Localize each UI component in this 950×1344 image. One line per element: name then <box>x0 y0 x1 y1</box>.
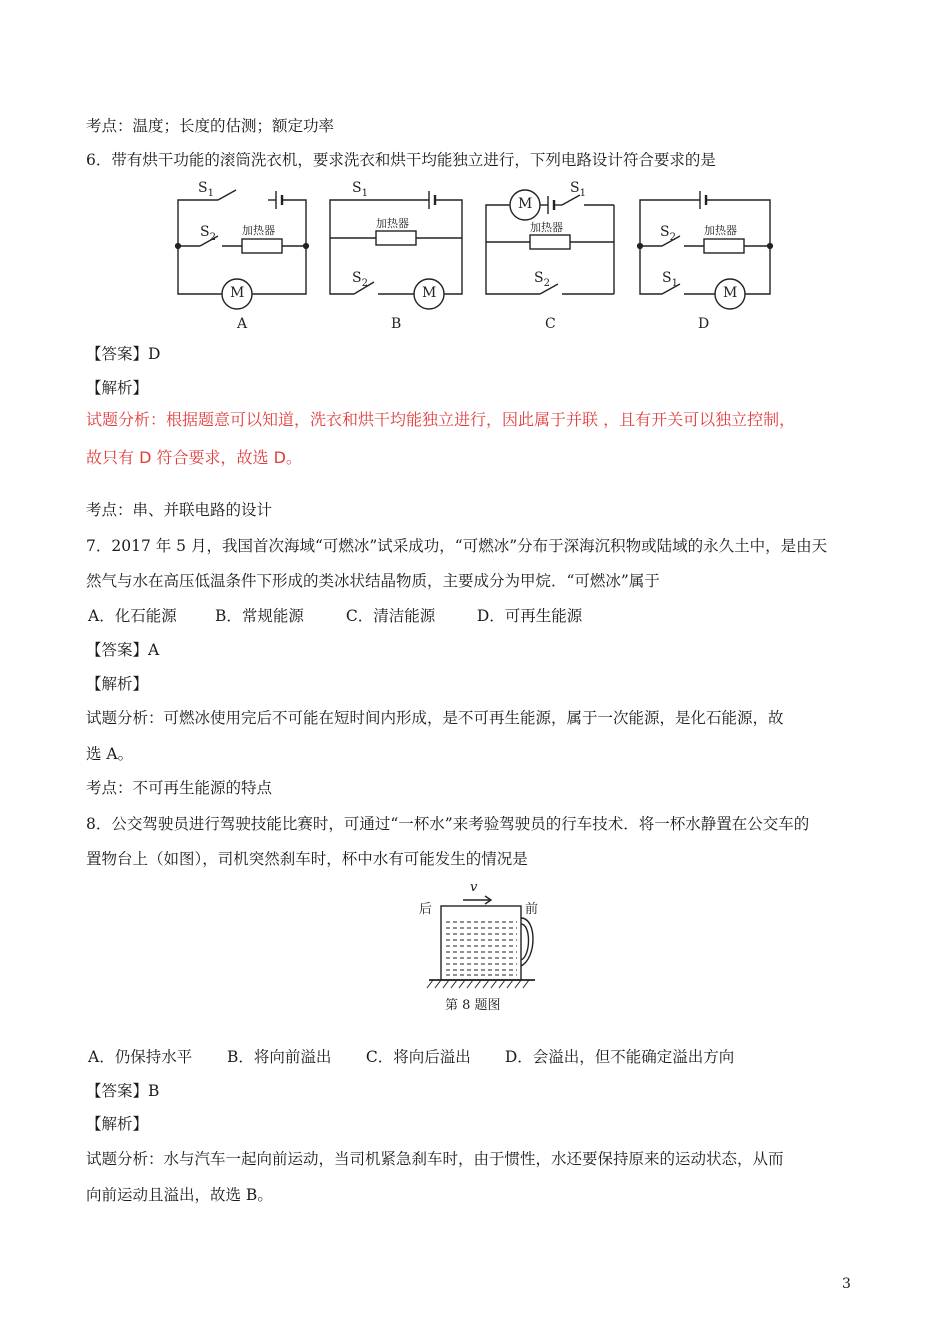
q8-option-d[interactable]: D．会溢出，但不能确定溢出方向 <box>504 1048 735 1066</box>
q7-answer: 【答案】A <box>86 641 160 659</box>
q8-option-a[interactable]: A．仍保持水平 <box>88 1048 193 1066</box>
q7-option-a[interactable]: A．化石能源 <box>88 607 177 625</box>
q7-stem-line2: 然气与水在高压低温条件下形成的类冰状结晶物质，主要成分为甲烷．“可燃冰”属于 <box>86 572 660 590</box>
page-number: 3 <box>842 1276 851 1292</box>
switch-label: $S_1$ <box>570 180 586 199</box>
q7-option-b[interactable]: B．常规能源 <box>214 607 304 625</box>
q8-jiexi-heading: 【解析】 <box>86 1115 149 1133</box>
motor-label: M <box>230 285 245 301</box>
q7-stem-line1: 7．2017 年 5 月，我国首次海域“可燃冰”试采成功，“可燃冰”分布于深海沉积物或陆域的永久土中，是由天 <box>86 537 828 555</box>
switch-label: $S_2$ <box>660 224 676 243</box>
q8-analysis-line1: 试题分析：水与汽车一起向前运动，当司机紧急刹车时，由于惯性，水还要保持原来的运动状态，从而 <box>86 1150 784 1168</box>
q6-jiexi-heading: 【解析】 <box>86 379 149 397</box>
heater-label: 加热器 <box>530 221 563 234</box>
heater-label: 加热器 <box>376 217 409 230</box>
circuit-label-a: A <box>237 316 248 332</box>
q7-option-d[interactable]: D．可再生能源 <box>476 607 583 625</box>
q7-option-c[interactable]: C．清洁能源 <box>345 607 436 625</box>
circuit-label-d: D <box>698 316 710 332</box>
q6-kaodian: 考点：串、并联电路的设计 <box>86 501 273 519</box>
q7-kaodian: 考点：不可再生能源的特点 <box>86 779 273 797</box>
q8-stem-line2: 置物台上（如图），司机突然刹车时，杯中水有可能发生的情况是 <box>86 850 528 868</box>
switch-label: $S_2$ <box>534 270 550 289</box>
q8-stem-line1: 8．公交驾驶员进行驾驶技能比赛时，可通过“一杯水”来考验驾驶员的行车技术．将一杯水静置在公交车的 <box>86 815 810 833</box>
q6-analysis-line1: 试题分析：根据题意可以知道，洗衣和烘干均能独立进行，因此属于并联 ，且有开关可以独立控制， <box>86 410 796 429</box>
q6-analysis-line2: 故只有 D 符合要求，故选 D。 <box>86 448 302 467</box>
q6-answer: 【答案】D <box>86 345 161 363</box>
fig-label-front: 前 <box>525 902 539 917</box>
heater-label: 加热器 <box>704 224 737 237</box>
switch-label: $S_2$ <box>200 224 216 243</box>
switch-label: $S_1$ <box>198 180 214 199</box>
q7-analysis-line1: 试题分析：可燃冰使用完后不可能在短时间内形成，是不可再生能源，属于一次能源，是化石能源，故 <box>86 709 784 727</box>
q8-analysis-line2: 向前运动且溢出，故选 B。 <box>86 1186 273 1204</box>
q8-answer: 【答案】B <box>86 1082 160 1100</box>
q7-analysis-line2: 选 A。 <box>86 745 134 763</box>
figure-caption: 第 8 题图 <box>445 998 501 1013</box>
q7-jiexi-heading: 【解析】 <box>86 675 149 693</box>
motor-label: M <box>518 196 533 212</box>
q5-kaodian: 考点：温度；长度的估测；额定功率 <box>86 117 335 135</box>
fig-label-back: 后 <box>419 902 433 917</box>
motor-label: M <box>422 285 437 301</box>
q6-circuit-labels <box>0 176 950 346</box>
motor-label: M <box>723 285 738 301</box>
q6-stem: 6．带有烘干功能的滚筒洗衣机，要求洗衣和烘干均能独立进行，下列电路设计符合要求的是 <box>86 151 716 169</box>
q8-option-c[interactable]: C．将向后溢出 <box>365 1048 471 1066</box>
switch-label: $S_1$ <box>352 180 368 199</box>
switch-label: $S_1$ <box>662 270 678 289</box>
velocity-label: v <box>470 880 478 895</box>
heater-label: 加热器 <box>242 224 275 237</box>
circuit-label-c: C <box>545 316 556 332</box>
q8-figure <box>415 878 545 1018</box>
q8-options <box>88 1047 734 1067</box>
switch-label: $S_2$ <box>352 270 368 289</box>
q8-option-b[interactable]: B．将向前溢出 <box>226 1048 332 1066</box>
q7-options <box>88 606 582 626</box>
circuit-label-b: B <box>391 316 402 332</box>
